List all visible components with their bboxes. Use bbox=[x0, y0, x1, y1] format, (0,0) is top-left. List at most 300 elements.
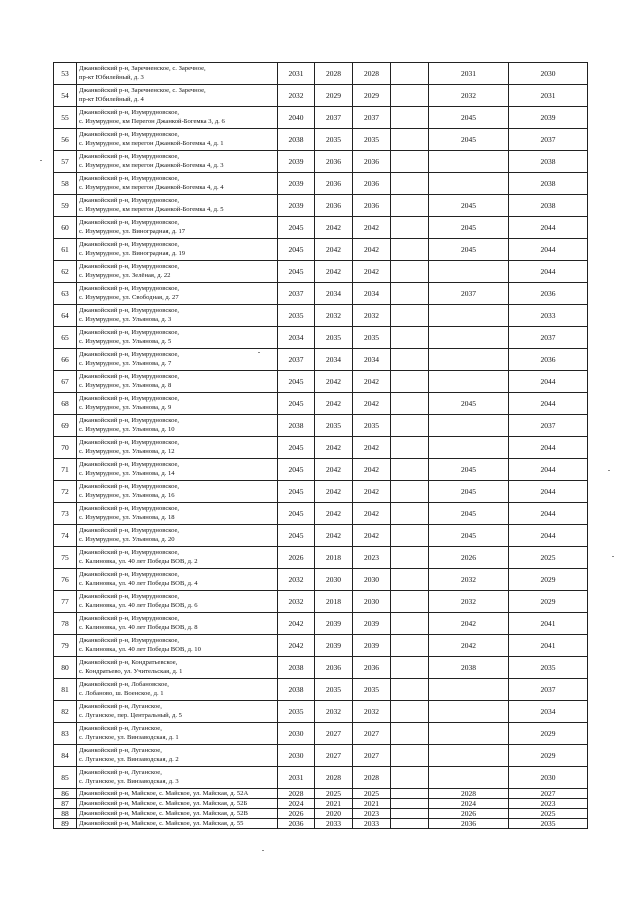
year-cell-c1: 2045 bbox=[278, 239, 315, 261]
year-cell-c4 bbox=[391, 437, 429, 459]
table-row bbox=[54, 239, 588, 261]
year-cell-c3: 2042 bbox=[353, 239, 391, 261]
address-cell bbox=[77, 239, 278, 261]
year-cell-c6: 2044 bbox=[509, 217, 588, 239]
row-number: 59 bbox=[54, 195, 77, 217]
year-cell-c1: 2039 bbox=[278, 173, 315, 195]
year-cell-c1: 2032 bbox=[278, 85, 315, 107]
address-line-1: Джанкойский р-н, Изумрудновское, bbox=[79, 262, 180, 270]
table-row bbox=[54, 173, 588, 195]
year-cell-c1: 2045 bbox=[278, 261, 315, 283]
row-number: 71 bbox=[54, 459, 77, 481]
year-cell-c5: 2045 bbox=[429, 459, 509, 481]
address-line-2: с. Изумрудное, ул. Ульянова, д. 16 bbox=[79, 491, 175, 499]
year-cell-c3: 2037 bbox=[353, 107, 391, 129]
year-cell-c3: 2042 bbox=[353, 371, 391, 393]
row-number: 55 bbox=[54, 107, 77, 129]
table-body bbox=[54, 63, 588, 829]
year-cell-c4 bbox=[391, 459, 429, 481]
year-cell-c3: 2027 bbox=[353, 745, 391, 767]
table-row bbox=[54, 85, 588, 107]
address-line-1: Джанкойский р-н, Изумрудновское, bbox=[79, 570, 180, 578]
year-cell-c5: 2045 bbox=[429, 129, 509, 151]
year-cell-c3: 2028 bbox=[353, 767, 391, 789]
row-number: 66 bbox=[54, 349, 77, 371]
year-cell-c4 bbox=[391, 217, 429, 239]
year-cell-c3: 2032 bbox=[353, 305, 391, 327]
address-cell bbox=[77, 547, 278, 569]
table-row bbox=[54, 547, 588, 569]
address-cell: Джанкойский р-н, Майское, с. Майское, ул. Майская, д. 52А bbox=[77, 789, 278, 799]
year-cell-c6: 2030 bbox=[509, 63, 588, 85]
year-cell-c2: 2036 bbox=[315, 657, 353, 679]
table-row bbox=[54, 217, 588, 239]
year-cell-c2: 2035 bbox=[315, 415, 353, 437]
year-cell-c1: 2024 bbox=[278, 799, 315, 809]
year-cell-c2: 2042 bbox=[315, 503, 353, 525]
year-cell-c4 bbox=[391, 613, 429, 635]
year-cell-c6: 2029 bbox=[509, 591, 588, 613]
year-cell-c6: 2038 bbox=[509, 173, 588, 195]
address-cell bbox=[77, 591, 278, 613]
address-line-2: с. Луганское, ул. Винзаводская, д. 1 bbox=[79, 733, 179, 741]
scan-mark bbox=[262, 850, 264, 851]
address-line-2: пр-кт Юбилейный, д. 4 bbox=[79, 95, 144, 103]
year-cell-c6: 2029 bbox=[509, 723, 588, 745]
year-cell-c4 bbox=[391, 173, 429, 195]
row-number: 60 bbox=[54, 217, 77, 239]
year-cell-c4 bbox=[391, 239, 429, 261]
year-cell-c6: 2033 bbox=[509, 305, 588, 327]
year-cell-c6: 2038 bbox=[509, 151, 588, 173]
row-number: 75 bbox=[54, 547, 77, 569]
address-line-1: Джанкойский р-н, Изумрудновское, bbox=[79, 592, 180, 600]
year-cell-c2: 2042 bbox=[315, 239, 353, 261]
address-line-1: Джанкойский р-н, Изумрудновское, bbox=[79, 504, 180, 512]
year-cell-c5: 2032 bbox=[429, 569, 509, 591]
address-line-2: с. Изумрудное, ул. Ульянова, д. 5 bbox=[79, 337, 172, 345]
year-cell-c6: 2044 bbox=[509, 525, 588, 547]
table-row bbox=[54, 437, 588, 459]
year-cell-c2: 2034 bbox=[315, 283, 353, 305]
year-cell-c4 bbox=[391, 819, 429, 829]
table-row bbox=[54, 195, 588, 217]
address-line-2: с. Изумрудное, ул. Ульянова, д. 8 bbox=[79, 381, 172, 389]
year-cell-c4 bbox=[391, 809, 429, 819]
address-line-2: с. Изумрудное, ул. Ульянова, д. 3 bbox=[79, 315, 172, 323]
year-cell-c4 bbox=[391, 481, 429, 503]
year-cell-c3: 2036 bbox=[353, 657, 391, 679]
table-row bbox=[54, 819, 588, 829]
year-cell-c3: 2032 bbox=[353, 701, 391, 723]
year-cell-c6: 2044 bbox=[509, 371, 588, 393]
row-number: 73 bbox=[54, 503, 77, 525]
address-line-1: Джанкойский р-н, Изумрудновское, bbox=[79, 108, 180, 116]
year-cell-c4 bbox=[391, 679, 429, 701]
table-row bbox=[54, 789, 588, 799]
year-cell-c5 bbox=[429, 371, 509, 393]
year-cell-c5: 2032 bbox=[429, 591, 509, 613]
year-cell-c4 bbox=[391, 107, 429, 129]
address-line-1: Джанкойский р-н, Луганское, bbox=[79, 702, 162, 710]
address-line-1: Джанкойский р-н, Изумрудновское, bbox=[79, 438, 180, 446]
address-cell bbox=[77, 723, 278, 745]
scan-mark bbox=[258, 352, 260, 353]
year-cell-c6: 2035 bbox=[509, 657, 588, 679]
year-cell-c2: 2042 bbox=[315, 261, 353, 283]
address-line-1: Джанкойский р-н, Изумрудновское, bbox=[79, 218, 180, 226]
table-row bbox=[54, 679, 588, 701]
address-line-2: с. Изумрудное, ул. Ульянова, д. 10 bbox=[79, 425, 175, 433]
address-cell bbox=[77, 85, 278, 107]
row-number: 68 bbox=[54, 393, 77, 415]
year-cell-c2: 2027 bbox=[315, 723, 353, 745]
table-row bbox=[54, 657, 588, 679]
year-cell-c4 bbox=[391, 547, 429, 569]
year-cell-c1: 2032 bbox=[278, 591, 315, 613]
year-cell-c6: 2030 bbox=[509, 767, 588, 789]
address-cell bbox=[77, 459, 278, 481]
row-number: 54 bbox=[54, 85, 77, 107]
year-cell-c4 bbox=[391, 723, 429, 745]
table-row bbox=[54, 613, 588, 635]
year-cell-c4 bbox=[391, 195, 429, 217]
address-line-1: Джанкойский р-н, Изумрудновское, bbox=[79, 548, 180, 556]
year-cell-c2: 2034 bbox=[315, 349, 353, 371]
address-line-1: Джанкойский р-н, Изумрудновское, bbox=[79, 394, 180, 402]
year-cell-c5: 2036 bbox=[429, 819, 509, 829]
year-cell-c6: 2039 bbox=[509, 107, 588, 129]
address-line-2: с. Изумрудное, ул. Ульянова, д. 7 bbox=[79, 359, 172, 367]
year-cell-c1: 2045 bbox=[278, 393, 315, 415]
row-number: 83 bbox=[54, 723, 77, 745]
address-cell bbox=[77, 195, 278, 217]
address-line-1: Джанкойский р-н, Изумрудновское, bbox=[79, 614, 180, 622]
address-line-2: с. Изумрудное, ул. Ульянова, д. 18 bbox=[79, 513, 175, 521]
year-cell-c2: 2042 bbox=[315, 525, 353, 547]
year-cell-c1: 2042 bbox=[278, 613, 315, 635]
address-cell bbox=[77, 613, 278, 635]
register-table bbox=[53, 62, 588, 829]
address-cell bbox=[77, 481, 278, 503]
year-cell-c6: 2044 bbox=[509, 481, 588, 503]
year-cell-c4 bbox=[391, 503, 429, 525]
year-cell-c3: 2030 bbox=[353, 569, 391, 591]
year-cell-c3: 2036 bbox=[353, 173, 391, 195]
table-row bbox=[54, 393, 588, 415]
year-cell-c3: 2030 bbox=[353, 591, 391, 613]
year-cell-c1: 2030 bbox=[278, 723, 315, 745]
address-line-2: с. Изумрудное, ул. Виноградная, д. 19 bbox=[79, 249, 186, 257]
year-cell-c1: 2036 bbox=[278, 819, 315, 829]
year-cell-c3: 2034 bbox=[353, 283, 391, 305]
table-row bbox=[54, 591, 588, 613]
year-cell-c5: 2028 bbox=[429, 789, 509, 799]
table-row bbox=[54, 349, 588, 371]
row-number: 76 bbox=[54, 569, 77, 591]
year-cell-c4 bbox=[391, 789, 429, 799]
address-line-2: с. Изумрудное, км перегон Джанкой-Богемка 4, д. 4 bbox=[79, 183, 224, 191]
address-cell bbox=[77, 503, 278, 525]
row-number: 88 bbox=[54, 809, 77, 819]
address-line-2: с. Калиновка, ул. 40 лет Победы ВОВ, д. 4 bbox=[79, 579, 198, 587]
year-cell-c6: 2044 bbox=[509, 393, 588, 415]
address-line-1: Джанкойский р-н, Изумрудновское, bbox=[79, 284, 180, 292]
table-row bbox=[54, 481, 588, 503]
year-cell-c5: 2038 bbox=[429, 657, 509, 679]
year-cell-c2: 2025 bbox=[315, 789, 353, 799]
address-line-1: Джанкойский р-н, Луганское, bbox=[79, 724, 162, 732]
year-cell-c3: 2035 bbox=[353, 327, 391, 349]
year-cell-c3: 2023 bbox=[353, 809, 391, 819]
year-cell-c3: 2029 bbox=[353, 85, 391, 107]
scan-mark bbox=[612, 556, 614, 557]
address-line-1: Джанкойский р-н, Изумрудновское, bbox=[79, 350, 180, 358]
address-cell bbox=[77, 525, 278, 547]
address-cell bbox=[77, 349, 278, 371]
address-line-1: Джанкойский р-н, Изумрудновское, bbox=[79, 372, 180, 380]
table-row bbox=[54, 723, 588, 745]
address-cell: Джанкойский р-н, Майское, с. Майское, ул. Майская, д. 52Б bbox=[77, 799, 278, 809]
year-cell-c2: 2027 bbox=[315, 745, 353, 767]
year-cell-c5: 2032 bbox=[429, 85, 509, 107]
year-cell-c5: 2024 bbox=[429, 799, 509, 809]
address-line-1: Джанкойский р-н, Изумрудновское, bbox=[79, 526, 180, 534]
year-cell-c1: 2038 bbox=[278, 679, 315, 701]
year-cell-c5: 2042 bbox=[429, 635, 509, 657]
year-cell-c5 bbox=[429, 701, 509, 723]
year-cell-c5 bbox=[429, 679, 509, 701]
year-cell-c3: 2042 bbox=[353, 217, 391, 239]
table-row bbox=[54, 569, 588, 591]
year-cell-c2: 2028 bbox=[315, 63, 353, 85]
address-line-2: с. Калиновка, ул. 40 лет Победы ВОВ, д. 10 bbox=[79, 645, 201, 653]
year-cell-c6: 2044 bbox=[509, 459, 588, 481]
year-cell-c5: 2045 bbox=[429, 239, 509, 261]
year-cell-c4 bbox=[391, 569, 429, 591]
table-row bbox=[54, 63, 588, 85]
year-cell-c1: 2045 bbox=[278, 503, 315, 525]
year-cell-c1: 2026 bbox=[278, 547, 315, 569]
table-row bbox=[54, 107, 588, 129]
year-cell-c1: 2045 bbox=[278, 437, 315, 459]
year-cell-c2: 2036 bbox=[315, 151, 353, 173]
year-cell-c5: 2037 bbox=[429, 283, 509, 305]
address-line-1: Джанкойский р-н, Изумрудновское, bbox=[79, 196, 180, 204]
year-cell-c1: 2038 bbox=[278, 129, 315, 151]
address-line-1: Джанкойский р-н, Изумрудновское, bbox=[79, 240, 180, 248]
address-line-1: Джанкойский р-н, Кондратьевское, bbox=[79, 658, 178, 666]
address-line-1: Джанкойский р-н, Изумрудновское, bbox=[79, 152, 180, 160]
year-cell-c2: 2030 bbox=[315, 569, 353, 591]
year-cell-c6: 2035 bbox=[509, 819, 588, 829]
year-cell-c1: 2042 bbox=[278, 635, 315, 657]
year-cell-c2: 2032 bbox=[315, 305, 353, 327]
year-cell-c3: 2028 bbox=[353, 63, 391, 85]
year-cell-c6: 2027 bbox=[509, 789, 588, 799]
row-number: 62 bbox=[54, 261, 77, 283]
year-cell-c3: 2025 bbox=[353, 789, 391, 799]
row-number: 72 bbox=[54, 481, 77, 503]
year-cell-c4 bbox=[391, 799, 429, 809]
year-cell-c2: 2018 bbox=[315, 591, 353, 613]
year-cell-c6: 2025 bbox=[509, 547, 588, 569]
year-cell-c5: 2042 bbox=[429, 613, 509, 635]
year-cell-c1: 2035 bbox=[278, 701, 315, 723]
table-row bbox=[54, 129, 588, 151]
year-cell-c4 bbox=[391, 591, 429, 613]
year-cell-c1: 2045 bbox=[278, 217, 315, 239]
year-cell-c6: 2036 bbox=[509, 283, 588, 305]
year-cell-c3: 2035 bbox=[353, 129, 391, 151]
year-cell-c5 bbox=[429, 723, 509, 745]
address-line-2: с. Лобаново, ш. Военское, д. 1 bbox=[79, 689, 164, 697]
year-cell-c3: 2021 bbox=[353, 799, 391, 809]
year-cell-c2: 2042 bbox=[315, 371, 353, 393]
address-cell bbox=[77, 327, 278, 349]
address-line-1: Джанкойский р-н, Изумрудновское, bbox=[79, 482, 180, 490]
year-cell-c2: 2029 bbox=[315, 85, 353, 107]
year-cell-c3: 2033 bbox=[353, 819, 391, 829]
address-line-1: Джанкойский р-н, Лобановское, bbox=[79, 680, 169, 688]
address-line-1: Джанкойский р-н, Заречненское, с. Заречное, bbox=[79, 64, 206, 72]
address-cell bbox=[77, 283, 278, 305]
address-cell bbox=[77, 393, 278, 415]
year-cell-c4 bbox=[391, 261, 429, 283]
year-cell-c5 bbox=[429, 305, 509, 327]
year-cell-c5 bbox=[429, 151, 509, 173]
year-cell-c1: 2040 bbox=[278, 107, 315, 129]
year-cell-c3: 2039 bbox=[353, 613, 391, 635]
address-line-2: с. Изумрудное, км Перегон Джанкой-Богемка 3, д. 6 bbox=[79, 117, 225, 125]
year-cell-c6: 2023 bbox=[509, 799, 588, 809]
year-cell-c3: 2042 bbox=[353, 481, 391, 503]
year-cell-c6: 2044 bbox=[509, 503, 588, 525]
address-cell bbox=[77, 217, 278, 239]
address-line-2: пр-кт Юбилейный, д. 3 bbox=[79, 73, 144, 81]
year-cell-c5: 2045 bbox=[429, 481, 509, 503]
address-line-2: с. Изумрудное, ул. Виноградная, д. 17 bbox=[79, 227, 186, 235]
row-number: 70 bbox=[54, 437, 77, 459]
row-number: 79 bbox=[54, 635, 77, 657]
year-cell-c3: 2036 bbox=[353, 195, 391, 217]
year-cell-c2: 2036 bbox=[315, 195, 353, 217]
address-cell bbox=[77, 767, 278, 789]
year-cell-c1: 2037 bbox=[278, 283, 315, 305]
year-cell-c4 bbox=[391, 129, 429, 151]
year-cell-c1: 2031 bbox=[278, 63, 315, 85]
year-cell-c2: 2042 bbox=[315, 217, 353, 239]
row-number: 58 bbox=[54, 173, 77, 195]
year-cell-c5: 2045 bbox=[429, 525, 509, 547]
address-cell bbox=[77, 679, 278, 701]
year-cell-c5: 2045 bbox=[429, 107, 509, 129]
address-cell bbox=[77, 129, 278, 151]
year-cell-c1: 2028 bbox=[278, 789, 315, 799]
year-cell-c2: 2035 bbox=[315, 129, 353, 151]
year-cell-c4 bbox=[391, 635, 429, 657]
address-cell bbox=[77, 305, 278, 327]
year-cell-c6: 2041 bbox=[509, 635, 588, 657]
address-line-2: с. Кондратьево, ул. Учительская, д. 1 bbox=[79, 667, 183, 675]
scan-mark bbox=[608, 470, 610, 471]
row-number: 64 bbox=[54, 305, 77, 327]
row-number: 56 bbox=[54, 129, 77, 151]
year-cell-c4 bbox=[391, 393, 429, 415]
table-row bbox=[54, 525, 588, 547]
year-cell-c1: 2037 bbox=[278, 349, 315, 371]
address-cell bbox=[77, 437, 278, 459]
address-line-2: с. Изумрудное, ул. Ульянова, д. 12 bbox=[79, 447, 175, 455]
year-cell-c4 bbox=[391, 327, 429, 349]
year-cell-c5 bbox=[429, 327, 509, 349]
year-cell-c2: 2042 bbox=[315, 481, 353, 503]
year-cell-c4 bbox=[391, 85, 429, 107]
address-line-1: Джанкойский р-н, Изумрудновское, bbox=[79, 306, 180, 314]
row-number: 84 bbox=[54, 745, 77, 767]
year-cell-c4 bbox=[391, 371, 429, 393]
year-cell-c5 bbox=[429, 261, 509, 283]
year-cell-c5 bbox=[429, 745, 509, 767]
address-line-2: с. Изумрудное, км перегон Джанкой-Богемка 4, д. 1 bbox=[79, 139, 224, 147]
table-row bbox=[54, 371, 588, 393]
row-number: 89 bbox=[54, 819, 77, 829]
row-number: 86 bbox=[54, 789, 77, 799]
address-cell bbox=[77, 657, 278, 679]
year-cell-c1: 2038 bbox=[278, 657, 315, 679]
table-row bbox=[54, 635, 588, 657]
address-cell bbox=[77, 701, 278, 723]
year-cell-c3: 2042 bbox=[353, 261, 391, 283]
year-cell-c5: 2045 bbox=[429, 195, 509, 217]
address-line-2: с. Изумрудное, ул. Свободная, д. 27 bbox=[79, 293, 179, 301]
row-number: 82 bbox=[54, 701, 77, 723]
year-cell-c2: 2035 bbox=[315, 679, 353, 701]
address-line-1: Джанкойский р-н, Изумрудновское, bbox=[79, 328, 180, 336]
year-cell-c2: 2020 bbox=[315, 809, 353, 819]
year-cell-c2: 2032 bbox=[315, 701, 353, 723]
year-cell-c3: 2035 bbox=[353, 415, 391, 437]
row-number: 67 bbox=[54, 371, 77, 393]
address-line-1: Джанкойский р-н, Луганское, bbox=[79, 746, 162, 754]
year-cell-c2: 2028 bbox=[315, 767, 353, 789]
address-line-1: Джанкойский р-н, Заречненское, с. Заречное, bbox=[79, 86, 206, 94]
address-cell bbox=[77, 151, 278, 173]
address-cell bbox=[77, 371, 278, 393]
year-cell-c6: 2037 bbox=[509, 327, 588, 349]
year-cell-c4 bbox=[391, 415, 429, 437]
year-cell-c6: 2037 bbox=[509, 415, 588, 437]
row-number: 87 bbox=[54, 799, 77, 809]
address-line-1: Джанкойский р-н, Луганское, bbox=[79, 768, 162, 776]
row-number: 61 bbox=[54, 239, 77, 261]
address-line-1: Джанкойский р-н, Изумрудновское, bbox=[79, 636, 180, 644]
row-number: 80 bbox=[54, 657, 77, 679]
year-cell-c2: 2018 bbox=[315, 547, 353, 569]
year-cell-c6: 2044 bbox=[509, 437, 588, 459]
address-line-2: с. Изумрудное, ул. Ульянова, д. 9 bbox=[79, 403, 172, 411]
row-number: 77 bbox=[54, 591, 77, 613]
year-cell-c6: 2038 bbox=[509, 195, 588, 217]
year-cell-c6: 2044 bbox=[509, 261, 588, 283]
address-cell bbox=[77, 63, 278, 85]
address-cell bbox=[77, 745, 278, 767]
year-cell-c6: 2037 bbox=[509, 679, 588, 701]
year-cell-c5: 2045 bbox=[429, 503, 509, 525]
row-number: 69 bbox=[54, 415, 77, 437]
year-cell-c3: 2042 bbox=[353, 503, 391, 525]
year-cell-c5: 2045 bbox=[429, 217, 509, 239]
